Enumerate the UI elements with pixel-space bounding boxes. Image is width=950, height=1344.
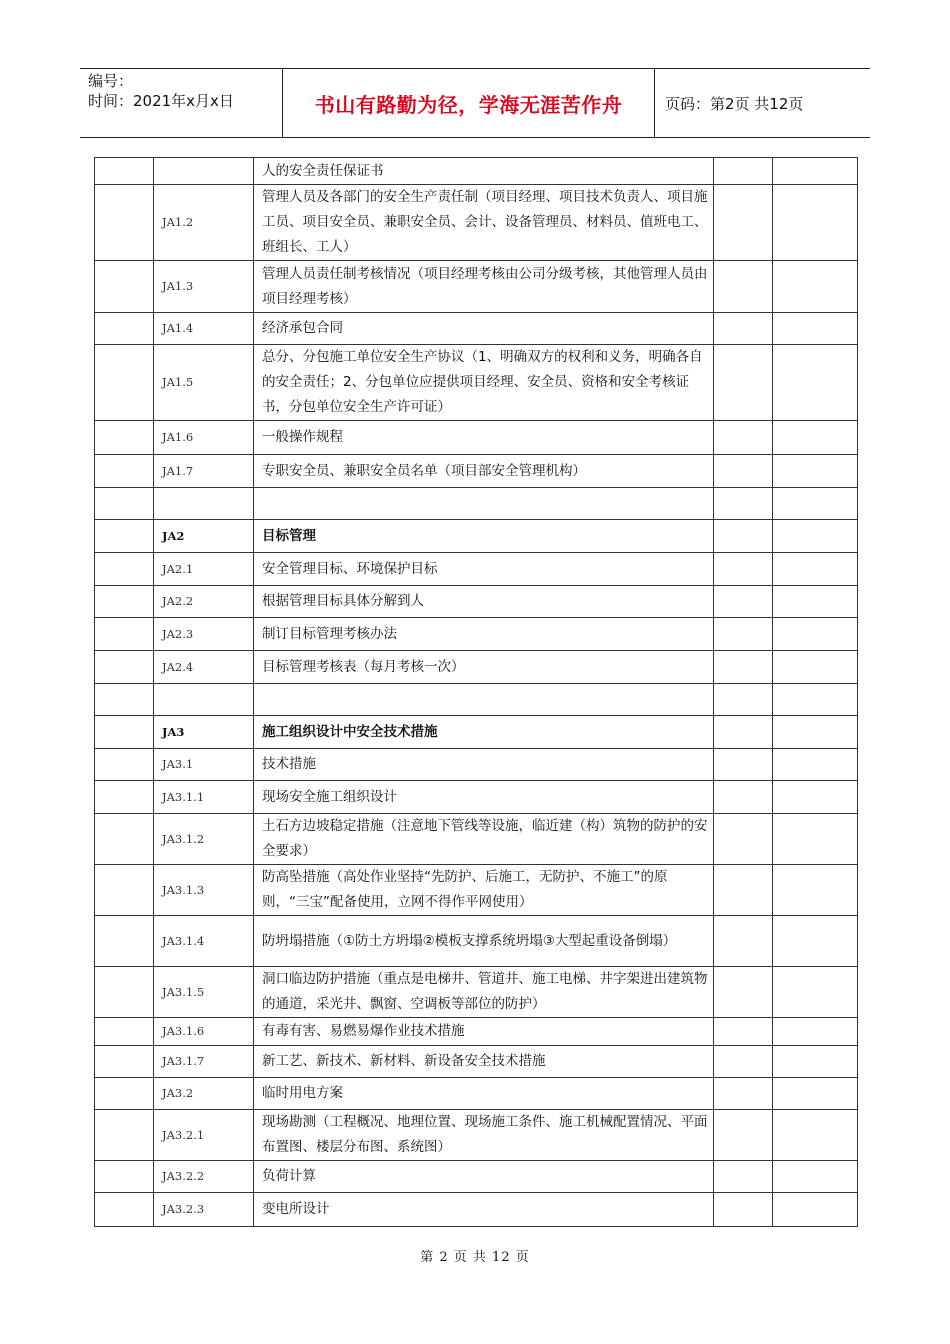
item-description: 防坍塌措施（①防土方坍塌②模板支撑系统坍塌③大型起重设备倒塌） xyxy=(254,916,714,967)
remark-cell xyxy=(773,716,858,749)
item-description: 制订目标管理考核办法 xyxy=(254,618,714,651)
item-code: JA3.1.2 xyxy=(154,814,254,865)
remark-cell xyxy=(773,916,858,967)
table-row xyxy=(95,520,858,553)
remark-cell xyxy=(773,313,858,345)
item-code xyxy=(154,684,254,716)
check-cell xyxy=(714,1193,773,1227)
seq-cell xyxy=(95,781,154,814)
check-cell xyxy=(714,1078,773,1110)
item-description: 一般操作规程 xyxy=(254,421,714,455)
checklist-body xyxy=(95,158,858,1227)
item-code xyxy=(154,488,254,520)
check-cell xyxy=(714,916,773,967)
table-row xyxy=(95,1046,858,1078)
item-description: 现场安全施工组织设计 xyxy=(254,781,714,814)
item-code: JA3.2 xyxy=(154,1078,254,1110)
check-cell xyxy=(714,1018,773,1046)
check-cell xyxy=(714,749,773,781)
item-description: 根据管理目标具体分解到人 xyxy=(254,586,714,618)
item-description: 管理人员责任制考核情况（项目经理考核由公司分级考核，其他管理人员由项目经理考核） xyxy=(254,261,714,313)
table-row xyxy=(95,1078,858,1110)
item-code: JA3 xyxy=(154,716,254,749)
item-code: JA1.5 xyxy=(154,345,254,421)
item-code: JA2.2 xyxy=(154,586,254,618)
remark-cell xyxy=(773,618,858,651)
table-row xyxy=(95,586,858,618)
header-divider xyxy=(654,69,655,137)
item-description: 专职安全员、兼职安全员名单（项目部安全管理机构） xyxy=(254,455,714,488)
seq-cell xyxy=(95,586,154,618)
item-code: JA2.1 xyxy=(154,553,254,586)
table-row xyxy=(95,618,858,651)
remark-cell xyxy=(773,455,858,488)
remark-cell xyxy=(773,586,858,618)
remark-cell xyxy=(773,1078,858,1110)
check-cell xyxy=(714,651,773,684)
remark-cell xyxy=(773,1161,858,1193)
remark-cell xyxy=(773,814,858,865)
remark-cell xyxy=(773,345,858,421)
check-cell xyxy=(714,345,773,421)
seq-cell xyxy=(95,421,154,455)
item-description: 总分、分包施工单位安全生产协议（1、明确双方的权利和义务，明确各自的安全责任；2、分包单位应提供项目经理、安全员、资格和安全考核证书，分包单位安全生产许可证） xyxy=(254,345,714,421)
seq-cell xyxy=(95,1110,154,1161)
item-description: 变电所设计 xyxy=(254,1193,714,1227)
check-cell xyxy=(714,1046,773,1078)
check-cell xyxy=(714,814,773,865)
table-row xyxy=(95,313,858,345)
item-code: JA3.1.5 xyxy=(154,967,254,1018)
seq-cell xyxy=(95,749,154,781)
table-row xyxy=(95,345,858,421)
seq-cell xyxy=(95,967,154,1018)
table-row xyxy=(95,158,858,185)
table-row xyxy=(95,916,858,967)
seq-cell xyxy=(95,158,154,185)
remark-cell xyxy=(773,865,858,916)
remark-cell xyxy=(773,967,858,1018)
remark-cell xyxy=(773,1018,858,1046)
item-code: JA3.1 xyxy=(154,749,254,781)
remark-cell xyxy=(773,684,858,716)
table-row xyxy=(95,261,858,313)
remark-cell xyxy=(773,1110,858,1161)
table-row xyxy=(95,865,858,916)
remark-cell xyxy=(773,781,858,814)
check-cell xyxy=(714,261,773,313)
seq-cell xyxy=(95,345,154,421)
check-cell xyxy=(714,1110,773,1161)
table-row xyxy=(95,185,858,261)
item-code: JA1.4 xyxy=(154,313,254,345)
remark-cell xyxy=(773,1193,858,1227)
remark-cell xyxy=(773,261,858,313)
seq-cell xyxy=(95,313,154,345)
check-cell xyxy=(714,967,773,1018)
item-description xyxy=(254,684,714,716)
table-row xyxy=(95,455,858,488)
item-code: JA3.1.4 xyxy=(154,916,254,967)
seq-cell xyxy=(95,916,154,967)
item-code: JA2.4 xyxy=(154,651,254,684)
check-cell xyxy=(714,865,773,916)
item-description xyxy=(254,488,714,520)
seq-cell xyxy=(95,1046,154,1078)
table-row xyxy=(95,553,858,586)
seq-cell xyxy=(95,553,154,586)
page-header xyxy=(80,68,870,138)
table-row xyxy=(95,1161,858,1193)
item-code: JA1.7 xyxy=(154,455,254,488)
remark-cell xyxy=(773,749,858,781)
check-cell xyxy=(714,586,773,618)
table-row xyxy=(95,749,858,781)
seq-cell xyxy=(95,1018,154,1046)
item-description: 负荷计算 xyxy=(254,1161,714,1193)
seq-cell xyxy=(95,520,154,553)
check-cell xyxy=(714,553,773,586)
table-row xyxy=(95,967,858,1018)
remark-cell xyxy=(773,1046,858,1078)
item-description: 洞口临边防护措施（重点是电梯井、管道井、施工电梯、井字架进出建筑物的通道，采光井、飘窗、空调板等部位的防护） xyxy=(254,967,714,1018)
check-cell xyxy=(714,1161,773,1193)
item-description: 有毒有害、易燃易爆作业技术措施 xyxy=(254,1018,714,1046)
seq-cell xyxy=(95,1078,154,1110)
remark-cell xyxy=(773,553,858,586)
seq-cell xyxy=(95,618,154,651)
item-description: 经济承包合同 xyxy=(254,313,714,345)
remark-cell xyxy=(773,520,858,553)
table-row xyxy=(95,651,858,684)
item-code: JA3.2.3 xyxy=(154,1193,254,1227)
check-cell xyxy=(714,158,773,185)
item-description: 目标管理考核表（每月考核一次） xyxy=(254,651,714,684)
check-cell xyxy=(714,421,773,455)
item-description: 技术措施 xyxy=(254,749,714,781)
check-cell xyxy=(714,313,773,345)
item-code: JA3.2.1 xyxy=(154,1110,254,1161)
seq-cell xyxy=(95,684,154,716)
item-description: 现场勘测（工程概况、地理位置、现场施工条件、施工机械配置情况、平面布置图、楼层分布图、系统图） xyxy=(254,1110,714,1161)
page-footer: 第 2 页 共 12 页 xyxy=(420,1250,530,1265)
item-code: JA1.2 xyxy=(154,185,254,261)
item-description: 防高坠措施（高处作业坚持“先防护、后施工，无防护、不施工”的原则，“三宝”配备使用，立网不得作平网使用） xyxy=(254,865,714,916)
check-cell xyxy=(714,520,773,553)
remark-cell xyxy=(773,158,858,185)
check-cell xyxy=(714,618,773,651)
remark-cell xyxy=(773,651,858,684)
item-description: 土石方边坡稳定措施（注意地下管线等设施，临近建（构）筑物的防护的安全要求） xyxy=(254,814,714,865)
item-code: JA3.1.7 xyxy=(154,1046,254,1078)
date-label: 时间：2021年x月x日 xyxy=(88,92,234,110)
seq-cell xyxy=(95,185,154,261)
seq-cell xyxy=(95,1193,154,1227)
checklist-table xyxy=(94,157,858,1227)
header-page-info: 页码：第2页 共12页 xyxy=(665,94,804,113)
table-row xyxy=(95,781,858,814)
item-code xyxy=(154,158,254,185)
item-description: 临时用电方案 xyxy=(254,1078,714,1110)
item-description: 目标管理 xyxy=(254,520,714,553)
check-cell xyxy=(714,488,773,520)
seq-cell xyxy=(95,488,154,520)
item-description: 新工艺、新技术、新材料、新设备安全技术措施 xyxy=(254,1046,714,1078)
item-description: 安全管理目标、环境保护目标 xyxy=(254,553,714,586)
check-cell xyxy=(714,716,773,749)
check-cell xyxy=(714,781,773,814)
item-code: JA3.2.2 xyxy=(154,1161,254,1193)
table-row xyxy=(95,1110,858,1161)
table-row xyxy=(95,488,858,520)
remark-cell xyxy=(773,185,858,261)
seq-cell xyxy=(95,716,154,749)
seq-cell xyxy=(95,651,154,684)
check-cell xyxy=(714,455,773,488)
table-row xyxy=(95,716,858,749)
item-code: JA3.1.6 xyxy=(154,1018,254,1046)
item-code: JA3.1.1 xyxy=(154,781,254,814)
seq-cell xyxy=(95,455,154,488)
item-code: JA2 xyxy=(154,520,254,553)
check-cell xyxy=(714,684,773,716)
item-description: 施工组织设计中安全技术措施 xyxy=(254,716,714,749)
header-motto: 书山有路勤为径，学海无涯苦作舟 xyxy=(314,92,623,117)
header-meta xyxy=(88,71,284,135)
table-row xyxy=(95,684,858,716)
check-cell xyxy=(714,185,773,261)
seq-cell xyxy=(95,865,154,916)
table-row xyxy=(95,421,858,455)
item-code: JA2.3 xyxy=(154,618,254,651)
item-code: JA1.3 xyxy=(154,261,254,313)
table-row xyxy=(95,1193,858,1227)
seq-cell xyxy=(95,261,154,313)
item-code: JA1.6 xyxy=(154,421,254,455)
table-row xyxy=(95,1018,858,1046)
remark-cell xyxy=(773,488,858,520)
doc-number-label: 编号： xyxy=(88,72,134,90)
seq-cell xyxy=(95,814,154,865)
seq-cell xyxy=(95,1161,154,1193)
table-row xyxy=(95,814,858,865)
item-description: 人的安全责任保证书 xyxy=(254,158,714,185)
item-code: JA3.1.3 xyxy=(154,865,254,916)
remark-cell xyxy=(773,421,858,455)
item-description: 管理人员及各部门的安全生产责任制（项目经理、项目技术负责人、项目施工员、项目安全员、兼职安全员、会计、设备管理员、材料员、值班电工、班组长、工人） xyxy=(254,185,714,261)
